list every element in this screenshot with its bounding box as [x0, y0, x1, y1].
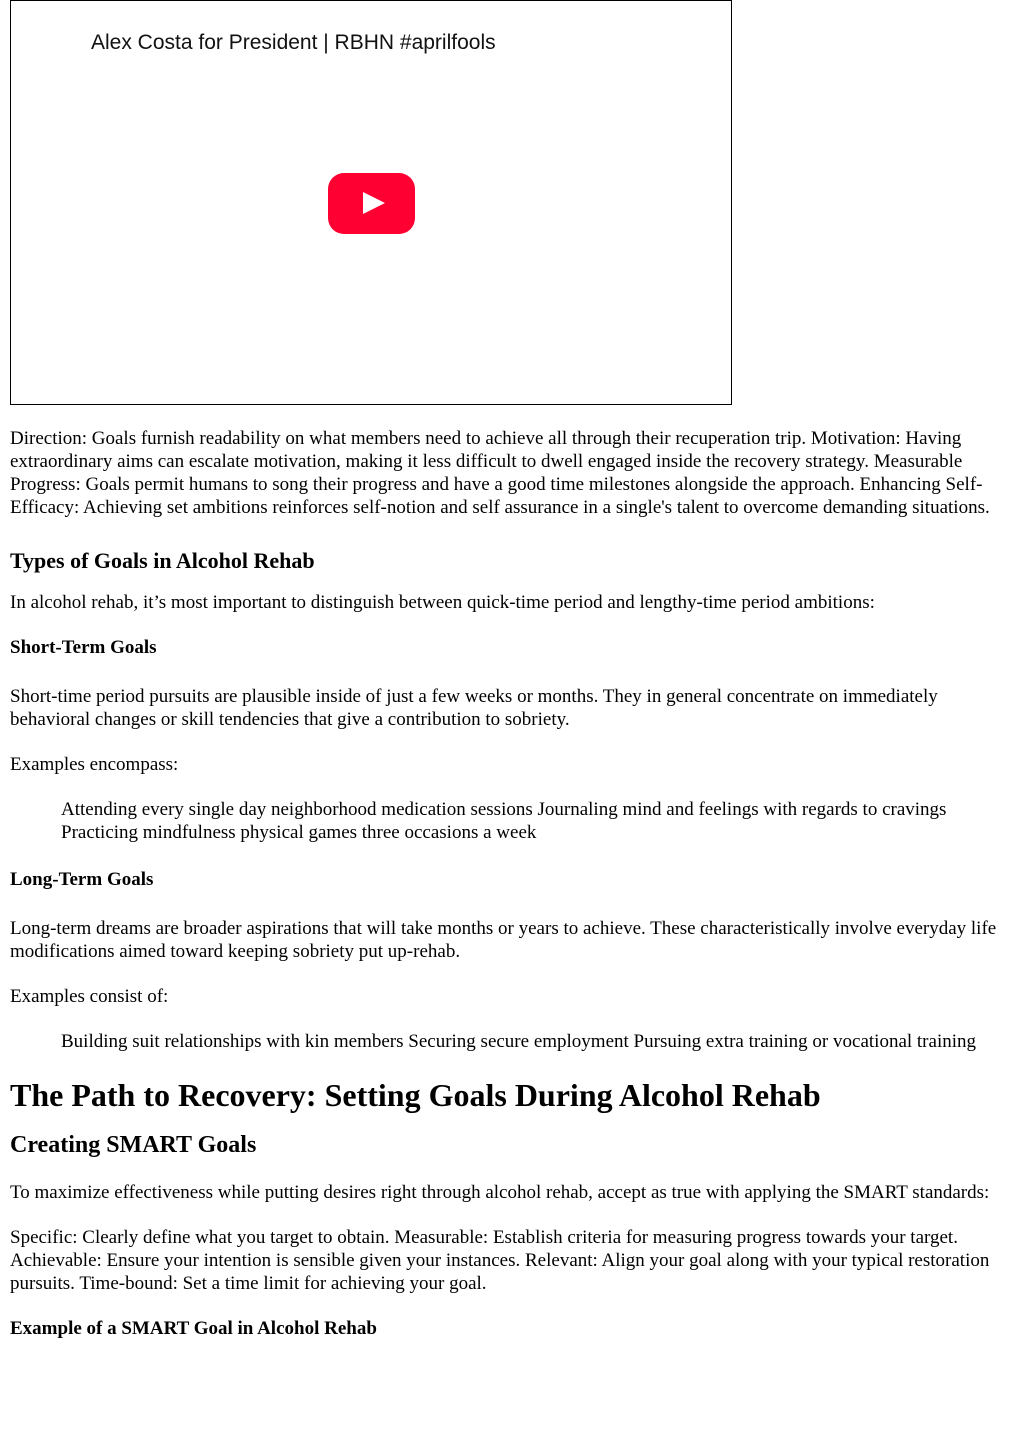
short-term-examples-label: Examples encompass: [10, 754, 179, 775]
smart-criteria: Specific: Clearly define what you target to obtain. Measurable: Establish criteria for measuring progress towards your target. Achievable: Ensure your intention is sensible given your instances. Relevant: Align your goal along with your typical restoration pursuits. Time-bound: Set a time limit for achieving your goal. [10, 1227, 990, 1294]
smart-heading: Creating SMART Goals [10, 1132, 257, 1158]
long-term-examples-label: Examples consist of: [10, 986, 169, 1007]
long-term-description: Long-term dreams are broader aspirations that will take months or years to achieve. These characteristically involve everyday life modifications aimed toward keeping sobriety put up-rehab. [10, 918, 997, 962]
types-intro: In alcohol rehab, it’s most important to distinguish between quick-time period and lengthy-time period ambitions: [10, 592, 875, 613]
smart-intro: To maximize effectiveness while putting desires right through alcohol rehab, accept as true with applying the SMART standards: [10, 1182, 990, 1203]
short-term-description: Short-time period pursuits are plausible inside of just a few weeks or months. They in general concentrate on immediately behavioral changes or skill tendencies that give a contribution to sobriety. [10, 686, 938, 730]
long-term-heading: Long-Term Goals [10, 869, 154, 890]
types-heading: Types of Goals in Alcohol Rehab [10, 548, 315, 573]
play-icon[interactable] [328, 173, 415, 234]
video-embed[interactable] [10, 0, 732, 405]
main-heading: The Path to Recovery: Setting Goals During Alcohol Rehab [10, 1077, 821, 1113]
intro-paragraph: Direction: Goals furnish readability on what members need to achieve all through their recuperation trip. Motivation: Having extraordinary aims can escalate motivation, making it less difficult to dwell engaged inside the recovery strategy. Measurable Progress: Goals permit humans to song their progress and have a good time milestones alongside the approach. Enhancing Self-Efficacy: Achieving set ambitions reinforces self-notion and self assurance in a single's talent to overcome demanding situations. [10, 428, 990, 518]
short-term-examples: Attending every single day neighborhood medication sessions Journaling mind and feelings with regards to cravings Practicing mindfulness physical games three occasions a week [61, 799, 947, 843]
long-term-examples: Building suit relationships with kin members Securing secure employment Pursuing extra training or vocational training [61, 1031, 976, 1052]
smart-example-heading: Example of a SMART Goal in Alcohol Rehab [10, 1318, 377, 1339]
short-term-heading: Short-Term Goals [10, 637, 157, 658]
video-title[interactable]: Alex Costa for President | RBHN #aprilfools [91, 31, 496, 54]
